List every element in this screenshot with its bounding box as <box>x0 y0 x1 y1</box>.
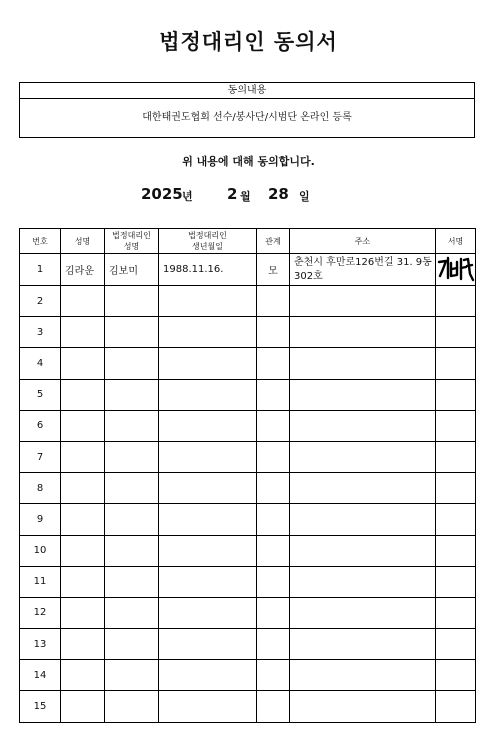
table-row <box>20 410 476 441</box>
cell-signature[interactable] <box>436 286 476 317</box>
cell-signature[interactable] <box>436 473 476 504</box>
cell-address[interactable] <box>290 410 436 441</box>
cell-relation[interactable] <box>257 410 290 441</box>
header-guardian-name-line1: 법정대리인 <box>112 231 151 240</box>
header-guardian-dob-line2: 생년월일 <box>192 242 223 251</box>
table-row <box>20 629 476 660</box>
cell-no: 3 <box>20 317 61 348</box>
cell-address[interactable] <box>290 379 436 410</box>
cell-name[interactable] <box>61 317 105 348</box>
cell-relation[interactable] <box>257 597 290 628</box>
cell-relation[interactable] <box>257 441 290 472</box>
header-guardian-dob-line1: 법정대리인 <box>188 231 227 240</box>
cell-signature[interactable] <box>436 379 476 410</box>
table-row <box>20 660 476 691</box>
cell-no: 1 <box>20 254 61 286</box>
cell-relation[interactable] <box>257 379 290 410</box>
cell-guardian-name[interactable] <box>105 286 159 317</box>
table-body <box>20 254 476 723</box>
table-header-row <box>20 229 476 254</box>
date-day-unit: 일 <box>299 190 310 203</box>
cell-name[interactable] <box>61 379 105 410</box>
cell-address[interactable] <box>290 504 436 535</box>
cell-relation[interactable]: 모 <box>257 254 290 286</box>
cell-address[interactable] <box>290 348 436 379</box>
cell-name[interactable] <box>61 691 105 722</box>
cell-address[interactable] <box>290 535 436 566</box>
cell-relation[interactable] <box>257 566 290 597</box>
table-row <box>20 597 476 628</box>
cell-relation[interactable] <box>257 286 290 317</box>
cell-no: 10 <box>20 535 61 566</box>
header-no: 번호 <box>20 229 61 254</box>
table-row <box>20 535 476 566</box>
header-address: 주소 <box>290 229 436 254</box>
cell-no: 7 <box>20 441 61 472</box>
cell-no: 14 <box>20 660 61 691</box>
consent-box <box>19 82 475 138</box>
cell-name[interactable] <box>61 566 105 597</box>
cell-signature[interactable] <box>436 597 476 628</box>
cell-guardian-name[interactable] <box>105 348 159 379</box>
cell-name[interactable] <box>61 348 105 379</box>
cell-name[interactable] <box>61 473 105 504</box>
table-row <box>20 317 476 348</box>
cell-signature[interactable] <box>436 254 476 286</box>
cell-address[interactable]: 춘천시 후만로126번길 31. 9동302호 <box>290 254 436 286</box>
cell-no: 6 <box>20 410 61 441</box>
date-month: 2 <box>227 185 238 203</box>
date-year-unit: 년 <box>182 190 193 203</box>
consent-content: 대한태권도협회 선수/봉사단/시범단 온라인 등록 <box>142 112 352 123</box>
cell-signature[interactable] <box>436 535 476 566</box>
cell-name[interactable] <box>61 597 105 628</box>
agreement-statement: 위 내용에 대해 동의합니다. <box>182 155 315 168</box>
cell-signature[interactable] <box>436 566 476 597</box>
header-signature: 서명 <box>436 229 476 254</box>
table-row <box>20 379 476 410</box>
cell-guardian-dob[interactable] <box>159 379 257 410</box>
cell-guardian-dob[interactable] <box>159 441 257 472</box>
table-row <box>20 441 476 472</box>
cell-signature[interactable] <box>436 317 476 348</box>
cell-name[interactable] <box>61 660 105 691</box>
cell-guardian-dob[interactable] <box>159 317 257 348</box>
cell-guardian-dob[interactable] <box>159 473 257 504</box>
cell-signature[interactable] <box>436 691 476 722</box>
header-guardian-name-line2: 성명 <box>123 242 140 251</box>
table-row <box>20 348 476 379</box>
cell-relation[interactable] <box>257 629 290 660</box>
cell-address[interactable] <box>290 629 436 660</box>
cell-guardian-name[interactable] <box>105 317 159 348</box>
cell-guardian-name[interactable] <box>105 597 159 628</box>
cell-relation[interactable] <box>257 317 290 348</box>
cell-guardian-dob[interactable] <box>159 348 257 379</box>
cell-name[interactable] <box>61 629 105 660</box>
cell-no: 8 <box>20 473 61 504</box>
cell-guardian-name[interactable] <box>105 473 159 504</box>
cell-relation[interactable] <box>257 348 290 379</box>
cell-no: 2 <box>20 286 61 317</box>
date-year: 2025 <box>141 185 183 203</box>
cell-no: 5 <box>20 379 61 410</box>
cell-signature[interactable] <box>436 629 476 660</box>
cell-guardian-dob[interactable] <box>159 286 257 317</box>
cell-name[interactable]: 김라운 <box>61 254 105 286</box>
cell-guardian-dob[interactable] <box>159 566 257 597</box>
date-day: 28 <box>268 185 289 203</box>
header-guardian-dob <box>159 229 257 254</box>
cell-address[interactable] <box>290 473 436 504</box>
date-month-unit: 월 <box>240 190 251 203</box>
cell-address[interactable] <box>290 691 436 722</box>
cell-relation[interactable] <box>257 660 290 691</box>
cell-address[interactable] <box>290 286 436 317</box>
cell-guardian-dob[interactable] <box>159 691 257 722</box>
cell-no: 11 <box>20 566 61 597</box>
cell-name[interactable] <box>61 286 105 317</box>
table-row <box>20 286 476 317</box>
table-row <box>20 566 476 597</box>
cell-guardian-name[interactable] <box>105 566 159 597</box>
cell-signature[interactable] <box>436 504 476 535</box>
cell-no: 15 <box>20 691 61 722</box>
cell-guardian-dob[interactable] <box>159 629 257 660</box>
cell-guardian-dob[interactable] <box>159 535 257 566</box>
cell-no: 13 <box>20 629 61 660</box>
header-name: 성명 <box>61 229 105 254</box>
cell-guardian-dob[interactable] <box>159 410 257 441</box>
cell-name[interactable] <box>61 504 105 535</box>
cell-guardian-dob[interactable]: 1988.11.16. <box>159 254 257 286</box>
table-row <box>20 504 476 535</box>
cell-signature[interactable] <box>436 660 476 691</box>
cell-address[interactable] <box>290 566 436 597</box>
table-row <box>20 254 476 286</box>
cell-guardian-name[interactable] <box>105 504 159 535</box>
cell-name[interactable] <box>61 535 105 566</box>
cell-guardian-dob[interactable] <box>159 504 257 535</box>
cell-relation[interactable] <box>257 504 290 535</box>
consent-header: 동의내용 <box>20 83 474 99</box>
cell-guardian-name[interactable] <box>105 535 159 566</box>
cell-guardian-name[interactable] <box>105 379 159 410</box>
cell-relation[interactable] <box>257 535 290 566</box>
header-relation: 관계 <box>257 229 290 254</box>
cell-no: 9 <box>20 504 61 535</box>
cell-signature[interactable] <box>436 441 476 472</box>
cell-address[interactable] <box>290 660 436 691</box>
cell-guardian-name[interactable] <box>105 660 159 691</box>
cell-signature[interactable] <box>436 410 476 441</box>
cell-address[interactable] <box>290 597 436 628</box>
handwritten-signature <box>437 254 475 282</box>
cell-name[interactable] <box>61 441 105 472</box>
header-guardian-name <box>105 229 159 254</box>
table-row <box>20 473 476 504</box>
cell-guardian-name[interactable] <box>105 441 159 472</box>
cell-signature[interactable] <box>436 348 476 379</box>
cell-address[interactable] <box>290 317 436 348</box>
cell-guardian-name[interactable] <box>105 629 159 660</box>
cell-guardian-name[interactable] <box>105 410 159 441</box>
cell-no: 4 <box>20 348 61 379</box>
cell-guardian-name[interactable] <box>105 691 159 722</box>
cell-address[interactable] <box>290 441 436 472</box>
cell-relation[interactable] <box>257 691 290 722</box>
cell-guardian-name[interactable]: 김보미 <box>105 254 159 286</box>
cell-name[interactable] <box>61 410 105 441</box>
cell-relation[interactable] <box>257 473 290 504</box>
consent-roster-table <box>19 228 476 723</box>
table-row <box>20 691 476 722</box>
cell-no: 12 <box>20 597 61 628</box>
cell-guardian-dob[interactable] <box>159 597 257 628</box>
document-title: 법정대리인 동의서 <box>159 30 338 54</box>
cell-guardian-dob[interactable] <box>159 660 257 691</box>
